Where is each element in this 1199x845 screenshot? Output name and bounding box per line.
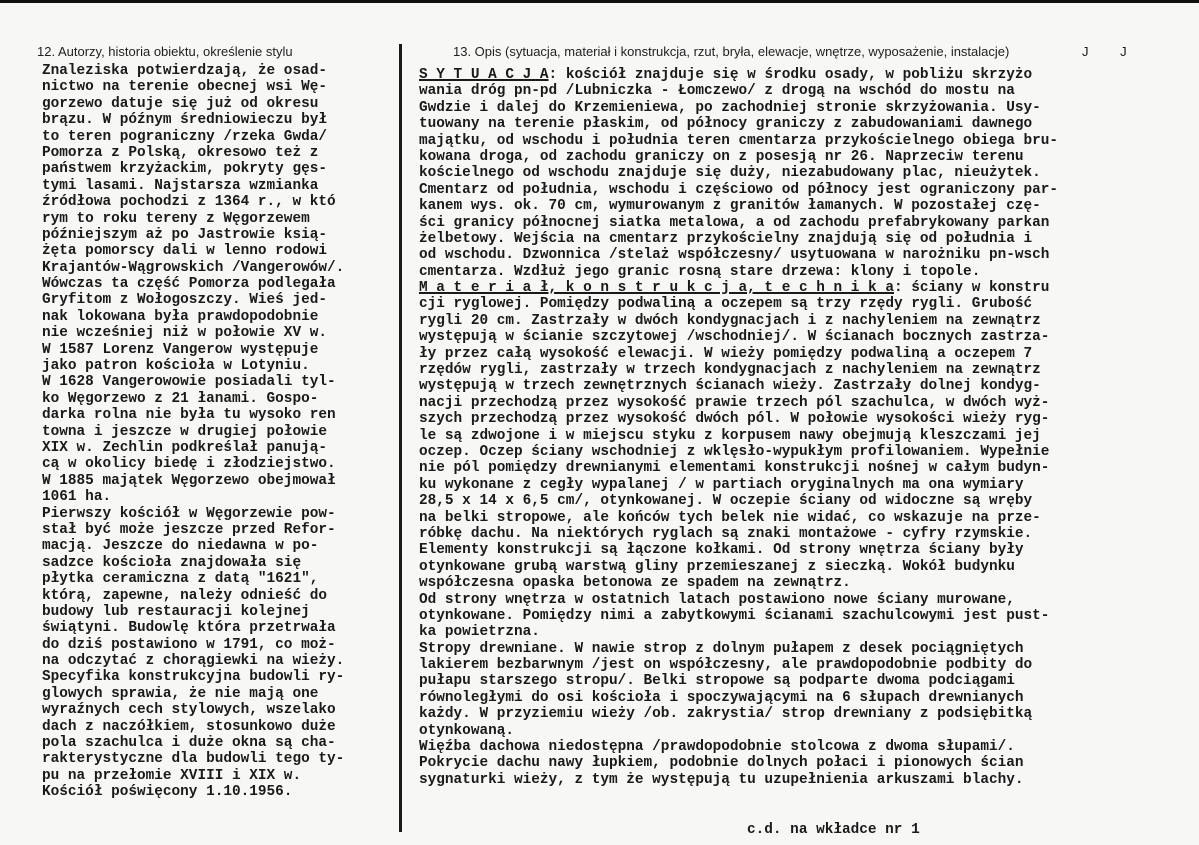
text-line: pułapu starszego stropu/. Belki stropowe są podparte dwoma podciągami xyxy=(419,673,1015,690)
text-line: cmentarza. Wzdłuż jego granic rosną stare drzewa: klony i topole. xyxy=(419,263,981,280)
text-line: Kościół poświęcony 1.10.1956. xyxy=(42,784,293,801)
text-line: Cmentarz od południa, wschodu i częściowo od północy jest ograniczony par- xyxy=(419,181,1059,198)
text-line: na odczytać z chorągiewki na wieży. xyxy=(42,653,345,670)
text-line: W 1885 majątek Węgorzewo obejmował xyxy=(42,472,336,489)
text-line: otynkowane grubą warstwą gliny przemieszanej z sieczką. Wokół budynku xyxy=(419,558,1015,575)
text-line: sygnaturki wieży, z tym że występują tu uzupełnienia arkuszami blachy. xyxy=(419,771,1024,788)
text-line: Od strony wnętrza w ostatnich latach postawiono nowe ściany murowane, xyxy=(419,591,1015,608)
text-line: gorzewo datuje się już od okresu xyxy=(42,95,319,112)
text-line: glowych sprawia, że nie mają one xyxy=(42,685,319,702)
text-line: dach z naczółkiem, stosunkowo duże xyxy=(42,718,336,735)
section-12-heading: 12. Autorzy, historia obiektu, określenie stylu xyxy=(37,44,293,59)
text-line: rzędów rygli, zastrzały w trzech kondygnacjach z nachyleniem na zewnątrz xyxy=(419,362,1041,379)
text-line: nictwo na terenie obecnej wsi Wę- xyxy=(42,79,327,96)
text-line: darka rolna nie była tu wysoko ren xyxy=(42,407,336,424)
text-line: wyraźnych cech stylowych, wszelako xyxy=(42,702,336,719)
corner-marks: J J xyxy=(1082,44,1141,59)
text-line: macją. Jeszcze do niedawna w po- xyxy=(42,538,319,555)
text-line: płytka ceramiczna z datą "1621", xyxy=(42,571,319,588)
text-line: tuowany na terenie płaskim, od północy graniczy z zabudowaniami dawnego xyxy=(419,116,1033,133)
text-line: którą, zapewne, należy odnieść do xyxy=(42,587,327,604)
text-fragment: : ściany w konstru xyxy=(893,280,1050,297)
text-line: państwem krzyżackim, pokryty gęs- xyxy=(42,161,327,178)
text-line: sadzce kościoła znajdowała się xyxy=(42,554,302,571)
text-line xyxy=(419,280,1058,296)
text-line: ko Węgorzewo z 21 łanami. Gospo- xyxy=(42,390,319,407)
text-line: występują w ścianie szczytowej /wschodniej/. W ścianach bocznych zastrza- xyxy=(419,329,1050,346)
text-line: nak lokowana była prawdopodobnie xyxy=(42,308,319,325)
text-line: pola szachulca i duże okna są cha- xyxy=(42,735,336,752)
text-line: le są zdwojone i w miejscu styku z korpusem nawy obejmują kleszczami jej xyxy=(419,427,1041,444)
text-line: otynkowane. Pomiędzy nimi a zabytkowymi ścianami szachulcowymi jest pust- xyxy=(419,607,1050,624)
text-line: ści granicy północnej siatka metalowa, a od zachodu prefabrykowany parkan xyxy=(419,214,1050,231)
text-line: współczesna opaska betonowa ze spadem na zewnątrz. xyxy=(419,575,851,592)
text-line: nie wcześniej niż w połowie XV w. xyxy=(42,325,327,342)
text-line: Gryfitom z Wołogoszczy. Wieś jed- xyxy=(42,292,327,309)
text-line: towna i jeszcze w drugiej połowie xyxy=(42,423,327,440)
text-line: występują w trzech zewnętrznych ścianach wieży. Zastrzały dolnej kondyg- xyxy=(419,378,1041,395)
text-line: jako patron kościoła w Lotyniu. xyxy=(42,358,310,375)
text-line: Krajantów-Wągrowskich /Vangerowów/. xyxy=(42,259,345,276)
section-heading-material: M a t e r i a ł, k o n s t r u k c j a, t e c h n i k a xyxy=(419,280,894,297)
text-line: na belki stropowe, ale końców tych belek nie widać, co wskazuje na prze- xyxy=(419,509,1041,526)
text-line: Stropy drewniane. W nawie strop z dolnym pułapem z desek pociągniętych xyxy=(419,640,1024,657)
text-line: oczep. Oczep ściany wschodniej z wklęsło-wypukłym profilowaniem. Wypełnie xyxy=(419,443,1050,460)
text-line: rygli 20 cm. Zastrzały w dwóch kondygnacjach i z nachyleniem na zewnątrz xyxy=(419,312,1041,329)
text-line: Pokrycie dachu nawy łupkiem, podobnie dolnych połaci i pionowych ścian xyxy=(419,755,1024,772)
section-13-heading: 13. Opis (sytuacja, materiał i konstrukcja, rzut, bryła, elewacje, wnętrze, wyposażenie, instalacje) xyxy=(453,44,1010,59)
text-line: otynkowaną. xyxy=(419,722,514,739)
text-line: brązu. W późnym średniowieczu był xyxy=(42,112,327,129)
text-line: Gwdzie i dalej do Krzemieniewa, po zachodniej stronie skrzyżowania. Usy- xyxy=(419,99,1041,116)
history-text-column xyxy=(42,63,344,801)
text-line: wania dróg pn-pd /Lubniczka - Łomczewo/ z drogą na wschód do mostu na xyxy=(419,83,1015,100)
text-line: nie pól pomiędzy drewnianymi elementami konstrukcji nośnej w całym budyn- xyxy=(419,460,1050,477)
text-line: XIX w. Zechlin podkreślał panują- xyxy=(42,439,327,456)
text-line: majątku, od wschodu i południa teren cmentarza przykościelnego obiega bru- xyxy=(419,132,1059,149)
text-line: ka powietrzna. xyxy=(419,624,540,641)
text-fragment: : kościół znajduje się w środku osady, w pobliżu skrzyżo xyxy=(548,67,1033,83)
text-line: każdy. W przyziemiu wieży /ob. zakrystia/ strop drewniany z podsiębitką xyxy=(419,706,1033,723)
continuation-note: c.d. na wkładce nr 1 xyxy=(747,822,920,838)
text-line: Znaleziska potwierdzają, że osad- xyxy=(42,63,327,79)
text-line: kanem wys. ok. 70 cm, wymurowanym z granitów łamanych. W pozostałej czę- xyxy=(419,198,1041,215)
text-line: stał być może jeszcze przed Refor- xyxy=(42,521,336,538)
text-line: źródłowa pochodzi z 1364 r., w któ xyxy=(42,194,336,211)
text-line: rakterystyczne dla budowli tego ty- xyxy=(42,751,345,768)
text-line: żelbetowy. Wejścia na cmentarz przykościelny znajdują się od południa i xyxy=(419,230,1033,247)
text-line: Wówczas ta część Pomorza podlegała xyxy=(42,276,336,293)
text-line: do dziś postawiono w 1791, co moż- xyxy=(42,636,336,653)
text-line: W 1628 Vangerowowie posiadali tyl- xyxy=(42,374,336,391)
text-line: cji ryglowej. Pomiędzy podwaliną a oczepem są trzy rzędy rygli. Grubość xyxy=(419,296,1033,313)
text-line: to teren pograniczny /rzeka Gwda/ xyxy=(42,128,327,145)
text-line: kościelnego od wschodu znajduje się duży, niezabudowany plac, nieużytek. xyxy=(419,165,1041,182)
text-line: pu na przełomie XVIII i XIX w. xyxy=(42,767,302,784)
top-border xyxy=(0,0,1199,3)
description-text-column xyxy=(419,67,1058,805)
text-line: budowy lub restauracji kolejnej xyxy=(42,603,310,620)
section-heading-sytuacja: S Y T U A C J A xyxy=(419,67,549,83)
text-line: Więźba dachowa niedostępna /prawdopodobnie stolcowa z dwoma słupami/. xyxy=(419,739,1015,756)
text-line: kowana droga, od zachodu graniczy on z posesją nr 26. Naprzeciw terenu xyxy=(419,148,1024,165)
text-line: rym to roku tereny z Węgorzewem xyxy=(42,210,310,227)
text-line: 28,5 x 14 x 6,5 cm/, otynkowanej. W oczepie ściany od widoczne są wręby xyxy=(419,493,1033,510)
text-line: szych przechodzą przez wysokość dwóch pól. W połowie wysokości wieży ryg- xyxy=(419,411,1050,428)
text-line: Elementy konstrukcji są łączone kołkami. Od strony wnętrza ściany były xyxy=(419,542,1024,559)
text-line xyxy=(419,67,1058,83)
text-line: od wschodu. Dzwonnica /stelaż współczesny/ usytuowana w narożniku pn-wsch xyxy=(419,247,1050,264)
text-line: 1061 ha. xyxy=(42,489,112,506)
text-line: nacji przechodzą przez wysokość prawie trzech pól szachulca, w dwóch wyż- xyxy=(419,394,1050,411)
text-line: równoległymi do osi kościoła i spoczywającymi na 6 słupach drewnianych xyxy=(419,689,1024,706)
text-line: róbkę dachu. Na niektórych ryglach są znaki montażowe - cyfry rzymskie. xyxy=(419,525,1033,542)
text-line xyxy=(419,788,1058,804)
text-line: Pomorza z Polską, okresowo też z xyxy=(42,144,319,161)
column-divider xyxy=(399,44,402,832)
text-line: tymi lasami. Najstarsza wzmianka xyxy=(42,177,319,194)
text-line: późniejszym aż po Jastrowie ksią- xyxy=(42,226,327,243)
text-line: żęta pomorscy dali w lenno rodowi xyxy=(42,243,327,260)
text-line: W 1587 Lorenz Vangerow występuje xyxy=(42,341,319,358)
text-line: ku wykonane z cegły wypalanej / w partiach oryginalnych ma ona wymiary xyxy=(419,476,1024,493)
text-line: lakierem bezbarwnym /jest on współczesny, ale prawdopodobnie podbity do xyxy=(419,657,1033,674)
text-line: cą w okolicy biedę i złodziejstwo. xyxy=(42,456,336,473)
text-line: świątyni. Budowlę która przetrwała xyxy=(42,620,336,637)
text-line: Pierwszy kościół w Węgorzewie pow- xyxy=(42,505,336,522)
text-line: Specyfika konstrukcyjna budowli ry- xyxy=(42,669,345,686)
text-line: ły przez całą wysokość elewacji. W wieży pomiędzy podwaliną a oczepem 7 xyxy=(419,345,1033,362)
